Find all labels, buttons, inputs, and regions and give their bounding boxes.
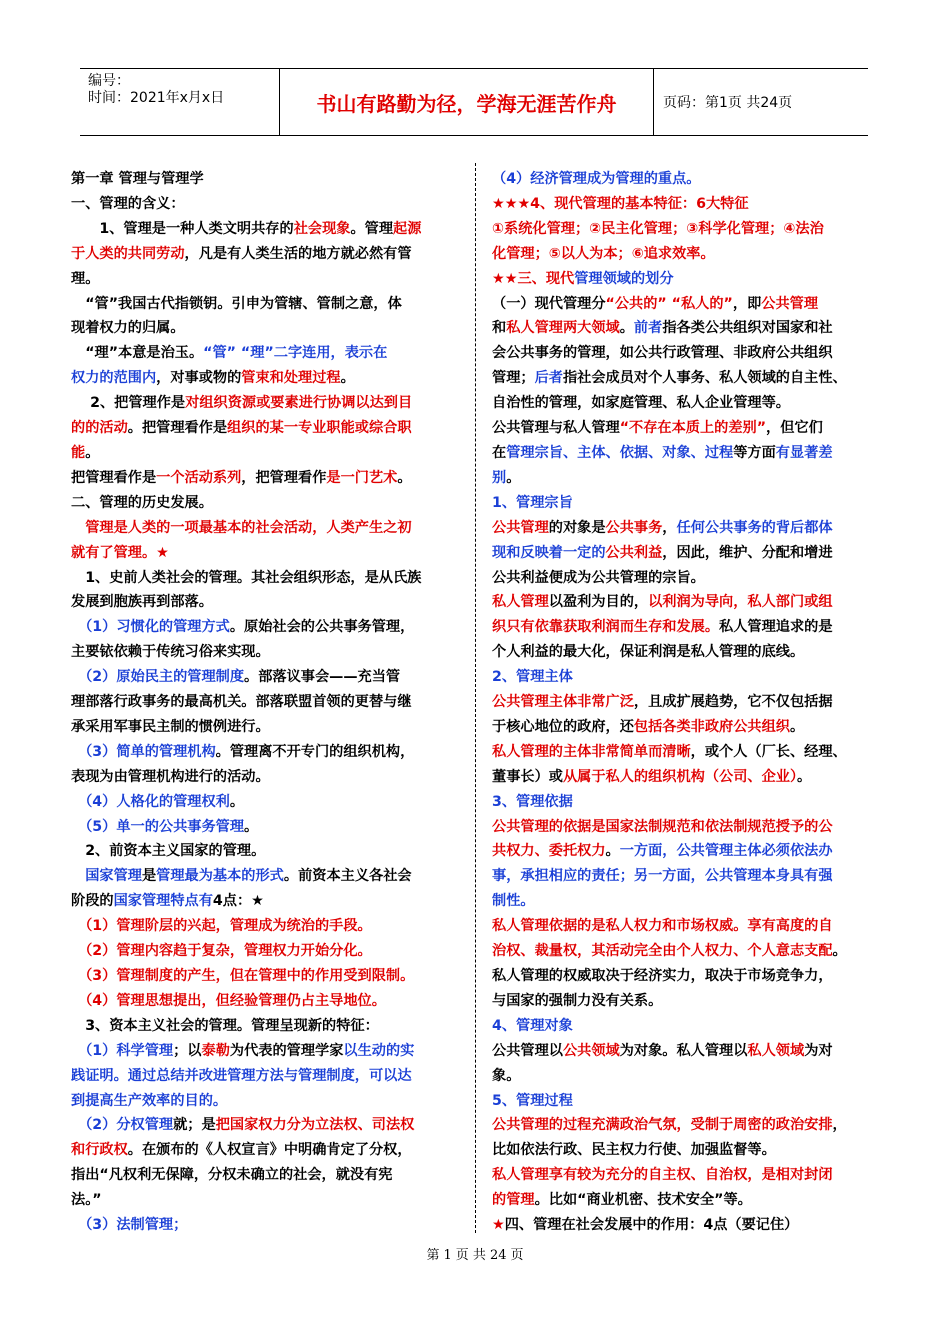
text-run: 1、管理是一种人类文明共存的: [71, 220, 294, 237]
text-run: 私人管理追求的是: [719, 619, 833, 636]
text-line: [492, 740, 884, 765]
text-line: [71, 416, 461, 441]
text-run: 私人管理享有较为充分的自主权、自治权，是相对封闭: [492, 1167, 833, 1184]
text-run: “不存在本质上的差别”: [619, 420, 767, 437]
page-header: [80, 68, 868, 136]
text-run: 3、资本主义社会的管理。管理呈现新的特征：: [71, 1017, 379, 1034]
text-run: 现着权力的归属。: [71, 320, 185, 337]
text-run: 象。: [492, 1067, 521, 1084]
text-run: 公共事务: [605, 519, 663, 536]
text-run: ★: [492, 1217, 505, 1234]
text-line: [71, 1113, 461, 1138]
text-line: [492, 516, 884, 541]
text-line: [71, 590, 461, 615]
text-run: 于核心地位的政府，还: [492, 718, 634, 735]
text-run: 是一门艺术: [326, 469, 398, 486]
text-run: 后者: [534, 370, 563, 387]
text-run: 指出“凡权利无保障，分权未确立的社会，就没有宪: [71, 1167, 393, 1184]
text-run: [71, 1043, 85, 1059]
text-line: [71, 541, 461, 566]
text-run: ，: [662, 519, 677, 536]
text-line: [71, 839, 461, 864]
text-run: 。前资本主义各社会: [283, 868, 412, 885]
text-run: 一方面，公共管理主体必须依法办: [619, 843, 833, 860]
text-run: 2、管理主体: [492, 669, 573, 686]
text-run: “管”我国古代指锁钥。引申为管辖、管制之意，体: [71, 295, 402, 312]
text-line: [71, 889, 461, 914]
text-line: [492, 292, 884, 317]
text-line: [492, 790, 884, 815]
text-run: ，且成扩展趋势，它不仅包括据: [633, 694, 833, 711]
text-run: 以生动的实: [343, 1042, 415, 1059]
text-run: 。: [832, 943, 847, 960]
text-line: [492, 167, 884, 192]
text-run: 公共管理的过程充满政治气氛，受制于周密的政治安排: [492, 1117, 833, 1134]
text-run: 。: [244, 818, 259, 835]
text-line: [492, 1014, 884, 1039]
text-run: 是: [141, 868, 157, 885]
text-line: [71, 391, 461, 416]
text-run: （4）人格化的管理权利: [85, 793, 230, 810]
text-line: [492, 765, 884, 790]
text-run: 。: [619, 320, 634, 337]
text-run: 。把管理看作是: [127, 420, 228, 437]
text-run: （3）管理制度的产生，但在管理中的作用受到限制。: [85, 968, 415, 984]
text-line: [492, 341, 884, 366]
text-run: （一）现代管理分: [492, 295, 606, 312]
text-run: 前者: [633, 320, 663, 337]
text-line: [492, 242, 884, 267]
text-run: ，对事或物的: [156, 370, 242, 387]
text-run: 1、管理宗旨: [492, 494, 573, 511]
text-run: 一、管理的含义：: [71, 195, 185, 212]
text-run: 管理领域的划分: [574, 270, 674, 287]
text-run: 公共管理: [492, 519, 549, 536]
text-run: ★★三、现代: [492, 270, 575, 287]
right-column: [492, 167, 884, 1238]
text-line: [492, 1039, 884, 1064]
text-run: 到提高生产效率的目的。: [71, 1092, 228, 1109]
text-run: 。比如“商业机密、技术安全”等。: [534, 1192, 752, 1209]
text-run: 权力的范围内: [71, 370, 157, 387]
text-run: 。: [506, 469, 521, 486]
text-run: ，凡是有人类生活的地方就必然有管: [184, 245, 412, 262]
text-run: “公共的” “私人的”: [605, 295, 733, 312]
text-line: [71, 1014, 461, 1039]
text-run: [71, 520, 85, 536]
text-run: 私人管理依据的是私人权力和市场权威。享有高度的自: [492, 918, 833, 935]
text-run: 私人管理: [492, 594, 549, 611]
text-line: [71, 516, 461, 541]
text-run: 管理最为基本的形式: [156, 868, 284, 885]
text-run: 共权力、委托权力: [492, 843, 606, 860]
text-run: 以利润为导向，私人部门或组: [648, 594, 833, 611]
text-line: [71, 740, 461, 765]
text-run: 5、管理过程: [492, 1092, 573, 1109]
text-run: 自治性的管理，如家庭管理、私人企业管理等。: [492, 395, 790, 412]
text-run: 织只有依靠获取利润而生存和发展。: [492, 619, 720, 636]
text-run: 于人类的共同劳动: [71, 245, 185, 262]
text-run: （4）管理思想提出，但经验管理仍占主导地位。: [85, 992, 386, 1009]
text-run: 以盈利为目的，: [548, 594, 649, 611]
text-run: 管理；: [492, 370, 535, 387]
text-run: 起源: [393, 220, 422, 237]
text-line: [492, 914, 884, 939]
text-run: ，或个人（厂长、经理、: [690, 743, 847, 760]
text-line: [71, 964, 461, 989]
text-run: 对组织资源或要素进行协调以达到目: [185, 395, 413, 412]
text-run: 会公共事务的管理，如公共行政管理、非政府公共组织: [492, 345, 833, 362]
text-run: ，但它们: [766, 420, 823, 437]
text-line: [71, 939, 461, 964]
header-number: 编号：: [88, 73, 130, 89]
text-run: 有显著差: [775, 444, 833, 461]
text-run: 。在颁布的《人权宣言》中明确肯定了分权，: [127, 1142, 412, 1159]
text-run: [71, 1217, 85, 1233]
text-run: 管理是人类的一项最基本的社会活动，人类产生之初: [85, 519, 412, 536]
text-line: [492, 1113, 884, 1138]
text-line: [71, 815, 461, 840]
text-line: [492, 665, 884, 690]
text-run: 2、前资本主义国家的管理。: [71, 843, 266, 860]
text-run: 指各类公共组织对国家和社: [662, 320, 833, 337]
text-line: [492, 989, 884, 1014]
text-run: ；以: [173, 1042, 202, 1059]
text-run: ，即: [732, 295, 762, 312]
text-line: [71, 1138, 461, 1163]
text-line: [71, 765, 461, 790]
page-footer: [0, 1244, 950, 1263]
footer-mid: 页 共: [455, 1248, 486, 1263]
footer-suffix: 页: [510, 1248, 524, 1263]
text-line: [492, 615, 884, 640]
text-run: 包括各类非政府公共组织: [633, 718, 790, 735]
footer-prefix: 第: [426, 1248, 440, 1263]
footer-page-num: 1: [443, 1248, 452, 1263]
text-run: 就有了管理。★: [71, 544, 169, 561]
text-run: 公共利益便成为公共管理的宗旨。: [492, 569, 705, 586]
text-run: 个人利益的最大化，保证利润是私人管理的底线。: [492, 644, 805, 661]
text-run: [71, 619, 85, 635]
text-run: 。: [789, 718, 805, 735]
text-run: [71, 943, 85, 959]
text-run: [71, 868, 85, 884]
text-run: （1）管理阶层的兴起，管理成为统治的手段。: [85, 918, 372, 935]
text-line: [492, 939, 884, 964]
text-run: 组织的某一专业职能或综合职: [227, 420, 412, 437]
text-run: 承采用军事民主制的惯例进行。: [71, 718, 270, 735]
text-run: 在: [492, 444, 507, 461]
header-motto: 书山有路勤为径，学海无涯苦作舟: [280, 69, 654, 135]
header-time: 时间：2021年x月x日: [88, 90, 225, 106]
text-run: 国家管理: [85, 868, 142, 885]
header-meta: [80, 69, 280, 135]
text-run: 把管理看作是: [71, 469, 157, 486]
text-run: （3）简单的管理机构: [85, 743, 216, 760]
text-line: [71, 640, 461, 665]
text-run: （5）单一的公共事务管理: [85, 818, 245, 835]
text-run: 从属于私人的组织机构（公司、企业）: [562, 768, 798, 785]
text-run: 管束和处理过程: [241, 370, 341, 387]
text-run: 。原始社会的公共事务管理，: [229, 619, 415, 636]
text-run: 公共管理的依据是国家法制规范和依法制规范授予的公: [492, 818, 833, 835]
text-line: [71, 1039, 461, 1064]
text-run: 表现为由管理机构进行的活动。: [71, 768, 270, 785]
text-run: 理部落行政事务的最高机关。部落联盟首领的更替与继: [71, 694, 412, 711]
text-line: [492, 864, 884, 889]
text-line: [71, 1089, 461, 1114]
text-run: “管” “理”二字连用，表示在: [203, 345, 388, 362]
text-run: 4、管理对象: [492, 1017, 573, 1034]
text-line: [71, 790, 461, 815]
text-run: 。: [397, 469, 412, 486]
text-run: 泰勒: [201, 1042, 230, 1059]
text-line: [492, 1213, 884, 1238]
text-run: “理”本意是治玉。: [71, 345, 204, 362]
text-run: 制性。: [492, 893, 535, 910]
text-run: 发展到胞族再到部落。: [71, 594, 213, 611]
text-run: （2）管理内容趋于复杂，管理权力开始分化。: [85, 943, 372, 960]
text-run: 4点：★: [212, 893, 264, 910]
text-run: 一个活动系列: [156, 469, 242, 486]
text-run: （2）原始民主的管理制度: [85, 669, 245, 686]
text-run: 就；是: [173, 1117, 216, 1134]
text-run: 把国家权力分为立法权、司法权: [215, 1117, 415, 1134]
text-run: [71, 993, 85, 1009]
text-run: （2）分权管理: [85, 1117, 174, 1134]
text-run: ，: [832, 1117, 847, 1134]
text-line: [492, 541, 884, 566]
text-run: 现和反映着一定的: [492, 544, 606, 561]
text-run: 私人管理的权威取决于经济实力，取决于市场竞争力，: [492, 968, 833, 984]
text-run: 。: [797, 768, 812, 785]
text-line: [492, 1163, 884, 1188]
text-run: 1、史前人类社会的管理。其社会组织形态，是从氏族: [71, 569, 422, 586]
text-run: 。部落议事会——充当管: [244, 669, 401, 686]
text-line: [71, 441, 461, 466]
text-line: [71, 566, 461, 591]
text-line: [492, 192, 884, 217]
text-line: [71, 167, 461, 192]
text-line: [71, 341, 461, 366]
text-run: [71, 794, 85, 810]
text-run: 私人管理两大领域: [506, 320, 620, 337]
text-run: 。: [85, 444, 100, 461]
left-column: [71, 167, 461, 1238]
text-run: 比如依法行政、民主权力行使、加强监督等。: [492, 1142, 776, 1159]
text-run: 公共管理: [761, 295, 819, 312]
text-run: ★★★4、现代管理的基本特征：6大特征: [492, 195, 749, 212]
text-run: 私人领域: [747, 1042, 805, 1059]
text-run: 。管理离不开专门的组织机构，: [215, 743, 415, 760]
text-line: [492, 217, 884, 242]
text-run: 公共利益: [605, 544, 663, 561]
text-run: 。: [605, 843, 620, 860]
text-run: 的管理: [492, 1192, 535, 1209]
text-line: [71, 366, 461, 391]
text-line: [492, 1064, 884, 1089]
text-line: [71, 1064, 461, 1089]
text-run: ，因此，维护、分配和增进: [662, 544, 833, 561]
text-line: [71, 466, 461, 491]
text-line: [492, 1188, 884, 1213]
text-line: [492, 640, 884, 665]
text-line: [492, 839, 884, 864]
text-line: [492, 1138, 884, 1163]
text-run: 治权、裁量权，其活动完全由个人权力、个人意志支配: [492, 943, 833, 960]
text-line: [71, 690, 461, 715]
text-line: [492, 366, 884, 391]
text-run: 社会现象: [293, 220, 351, 237]
text-line: [71, 914, 461, 939]
text-run: 第一章 管理与管理学: [71, 171, 204, 187]
text-run: 管理宗旨、主体、依据、对象、过程: [506, 444, 734, 461]
text-line: [492, 416, 884, 441]
text-run: （1）习惯化的管理方式: [85, 619, 230, 636]
text-line: [71, 989, 461, 1014]
text-run: [71, 968, 85, 984]
text-line: [492, 1089, 884, 1114]
text-run: 化管理；⑤以人为本；⑥追求效率。: [492, 245, 715, 262]
text-run: （4）经济管理成为管理的重点。: [492, 171, 701, 187]
text-run: 任何公共事务的背后都体: [676, 519, 833, 536]
text-run: 法。”: [71, 1192, 102, 1209]
text-line: [71, 267, 461, 292]
text-run: [71, 669, 85, 685]
text-line: [71, 1188, 461, 1213]
text-run: 。: [229, 793, 245, 810]
text-line: [71, 316, 461, 341]
text-run: 。管理: [350, 220, 394, 237]
text-run: [71, 1117, 85, 1133]
text-run: 。: [340, 370, 355, 387]
text-run: 公共领域: [562, 1042, 620, 1059]
text-run: （3）法制管理；: [85, 1217, 188, 1234]
text-run: [71, 918, 85, 934]
text-run: 为对象。私人管理以: [619, 1042, 748, 1059]
header-page: 页码：第1页 共24页: [663, 95, 793, 111]
text-line: [492, 491, 884, 516]
text-run: 的的活动: [71, 420, 128, 437]
text-run: 2、把管理作是: [71, 395, 186, 412]
text-run: 和行政权: [71, 1142, 128, 1159]
text-line: [71, 1213, 461, 1238]
text-run: 指社会成员对个人事务、私人领域的自主性、: [562, 370, 847, 387]
text-run: 为对: [804, 1042, 833, 1059]
text-line: [492, 815, 884, 840]
text-run: 二、管理的历史发展。: [71, 494, 213, 511]
footer-page-total: 24: [489, 1248, 507, 1263]
text-line: [492, 391, 884, 416]
text-line: [71, 491, 461, 516]
text-line: [492, 566, 884, 591]
text-run: 事，承担相应的责任；另一方面，公共管理本身具有强: [492, 868, 833, 885]
text-line: [492, 715, 884, 740]
text-run: 阶段的: [71, 893, 114, 910]
text-line: [71, 192, 461, 217]
text-line: [71, 242, 461, 267]
text-line: [71, 864, 461, 889]
text-line: [492, 466, 884, 491]
text-run: 3、管理依据: [492, 793, 573, 810]
text-line: [71, 292, 461, 317]
text-line: [492, 267, 884, 292]
text-run: 公共管理与私人管理: [492, 420, 620, 437]
text-run: 别: [492, 469, 507, 486]
text-run: 公共管理主体非常广泛: [492, 694, 634, 711]
text-run: 与国家的强制力没有关系。: [492, 992, 663, 1009]
text-run: ，把管理看作: [241, 469, 327, 486]
text-run: 董事长）或: [492, 768, 563, 785]
text-run: 公共管理以: [492, 1042, 563, 1059]
text-run: 私人管理的主体非常简单而清晰: [492, 743, 691, 760]
text-run: 的对象是: [548, 519, 606, 536]
text-line: [71, 715, 461, 740]
column-divider: [475, 163, 476, 1233]
text-run: 能: [71, 444, 86, 461]
text-line: [71, 1163, 461, 1188]
text-run: [71, 744, 85, 760]
text-run: 主要铱依赖于传统习俗来实现。: [71, 644, 270, 661]
text-run: ①系统化管理；②民主化管理；③科学化管理；④法治: [492, 220, 824, 237]
text-run: 和: [492, 320, 507, 337]
text-run: 为代表的管理学家: [229, 1042, 344, 1059]
text-line: [71, 665, 461, 690]
text-line: [492, 316, 884, 341]
text-run: 理。: [71, 270, 100, 287]
text-run: 等方面: [733, 444, 776, 461]
text-line: [492, 441, 884, 466]
text-line: [71, 615, 461, 640]
text-line: [492, 590, 884, 615]
text-line: [71, 217, 461, 242]
text-line: [492, 964, 884, 989]
text-line: [492, 690, 884, 715]
text-run: （1）科学管理: [85, 1042, 174, 1059]
text-run: 四、管理在社会发展中的作用：4点（要记住）: [504, 1217, 799, 1234]
text-run: 国家管理特点有: [113, 893, 213, 910]
text-line: [492, 889, 884, 914]
text-run: 践证明。通过总结并改进管理方法与管理制度，可以达: [71, 1067, 412, 1084]
text-run: [71, 819, 85, 835]
